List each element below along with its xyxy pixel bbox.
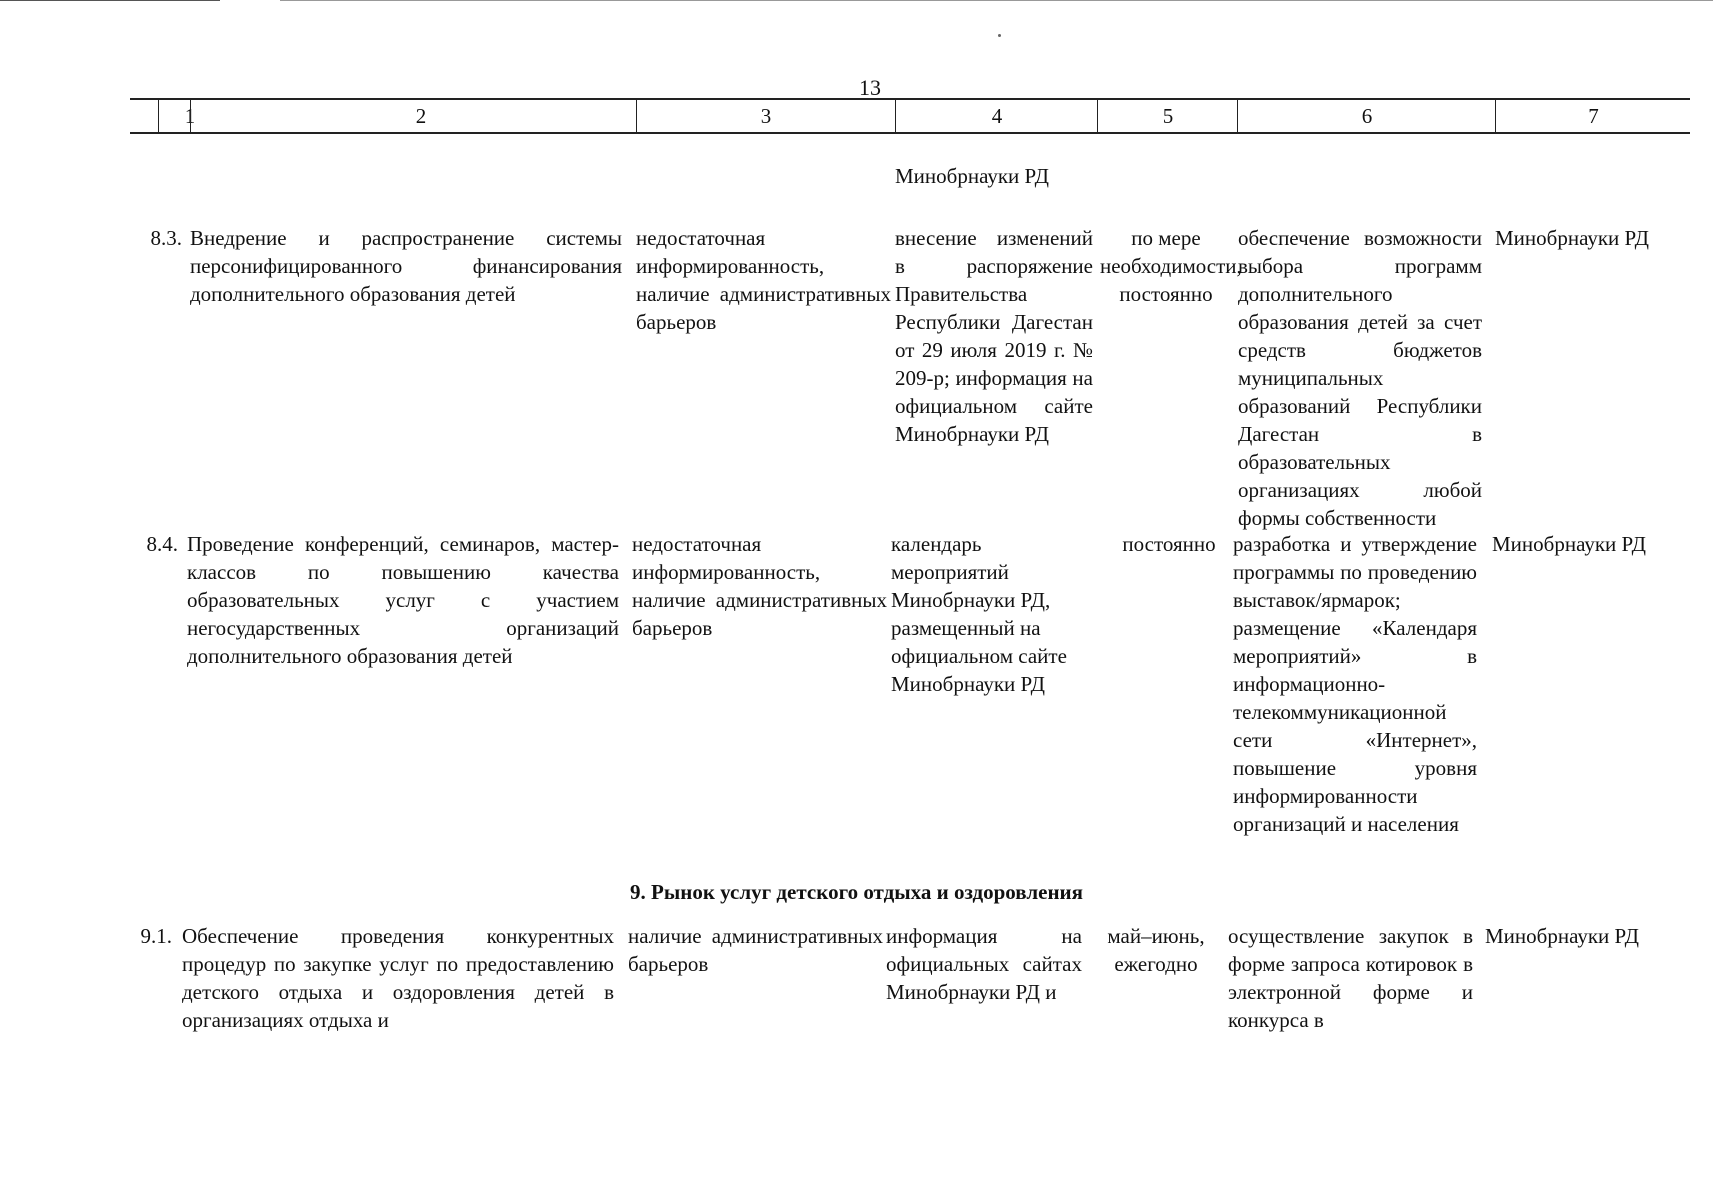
document-cell: информация на официальных сайтах Минобрнауки РД и xyxy=(886,924,1082,1004)
scan-edge-line xyxy=(280,0,1713,1)
document-cell: календарь мероприятий Минобрнауки РД, размещенный на официальном сайте Минобрнауки РД xyxy=(891,532,1067,696)
document-cell: внесение изменений в распоряжение Правительства Республики Дагестан от 29 июля 2019 г. № 209-р; информация на официальном сайте Минобрнауки РД xyxy=(895,226,1093,446)
result-cell: разработка и утверждение программы по проведению выставок/ярмарок; размещение «Календаря мероприятий» в информационно-телекоммуникационной сети «Интернет», повышение уровня информированности организаций и населения xyxy=(1233,532,1477,836)
row-number: 8.3. xyxy=(150,226,182,250)
header-col-4: 4 xyxy=(895,100,1098,132)
measure-cell: Проведение конференций, семинаров, мастер-классов по повышению качества образовательных услуг с участием негосударственных организаций дополнительного образования детей xyxy=(187,532,619,668)
page-number: 13 xyxy=(859,75,881,100)
term-cell: по мере необходимости, постоянно xyxy=(1100,226,1242,306)
problem-cell: наличие административных барьеров xyxy=(628,924,883,976)
header-col-7: 7 xyxy=(1495,100,1691,132)
row-number: 9.1. xyxy=(140,924,172,948)
problem-cell: недостаточная информированность, наличие административных барьеров xyxy=(636,226,891,334)
header-col-3: 3 xyxy=(636,100,895,132)
header-col-6: 6 xyxy=(1237,100,1496,132)
header-col-1: 1 xyxy=(158,100,221,132)
measure-cell: Обеспечение проведения конкурентных процедур по закупке услуг по предоставлению детского отдыха и оздоровления детей в организациях отдыха и xyxy=(182,924,614,1032)
scan-dot xyxy=(998,34,1001,37)
measure-cell: Внедрение и распространение системы персонифицированного финансирования дополнительного образования детей xyxy=(190,226,622,306)
continuation-responsible: Минобрнауки РД xyxy=(895,164,1049,188)
responsible-cell: Минобрнауки РД xyxy=(1485,924,1639,948)
responsible-cell: Минобрнауки РД xyxy=(1492,532,1646,556)
problem-cell: недостаточная информированность, наличие административных барьеров xyxy=(632,532,887,640)
result-cell: обеспечение возможности выбора программ дополнительного образования детей за счет средств бюджетов муниципальных образований Республики Дагестан в образовательных организациях любой формы собственности xyxy=(1238,226,1482,530)
header-col-5: 5 xyxy=(1097,100,1238,132)
result-cell: осуществление закупок в форме запроса котировок в электронной форме и конкурса в xyxy=(1228,924,1473,1032)
section-title: 9. Рынок услуг детского отдыха и оздоровления xyxy=(630,880,1084,904)
header-col-2: 2 xyxy=(190,100,651,132)
table-header-row xyxy=(130,98,1690,134)
scan-edge-line xyxy=(0,0,220,1)
term-cell: май–июнь, ежегодно xyxy=(1107,924,1205,976)
row-number: 8.4. xyxy=(146,532,178,556)
responsible-cell: Минобрнауки РД xyxy=(1495,226,1649,250)
term-cell: постоянно xyxy=(1122,532,1216,556)
